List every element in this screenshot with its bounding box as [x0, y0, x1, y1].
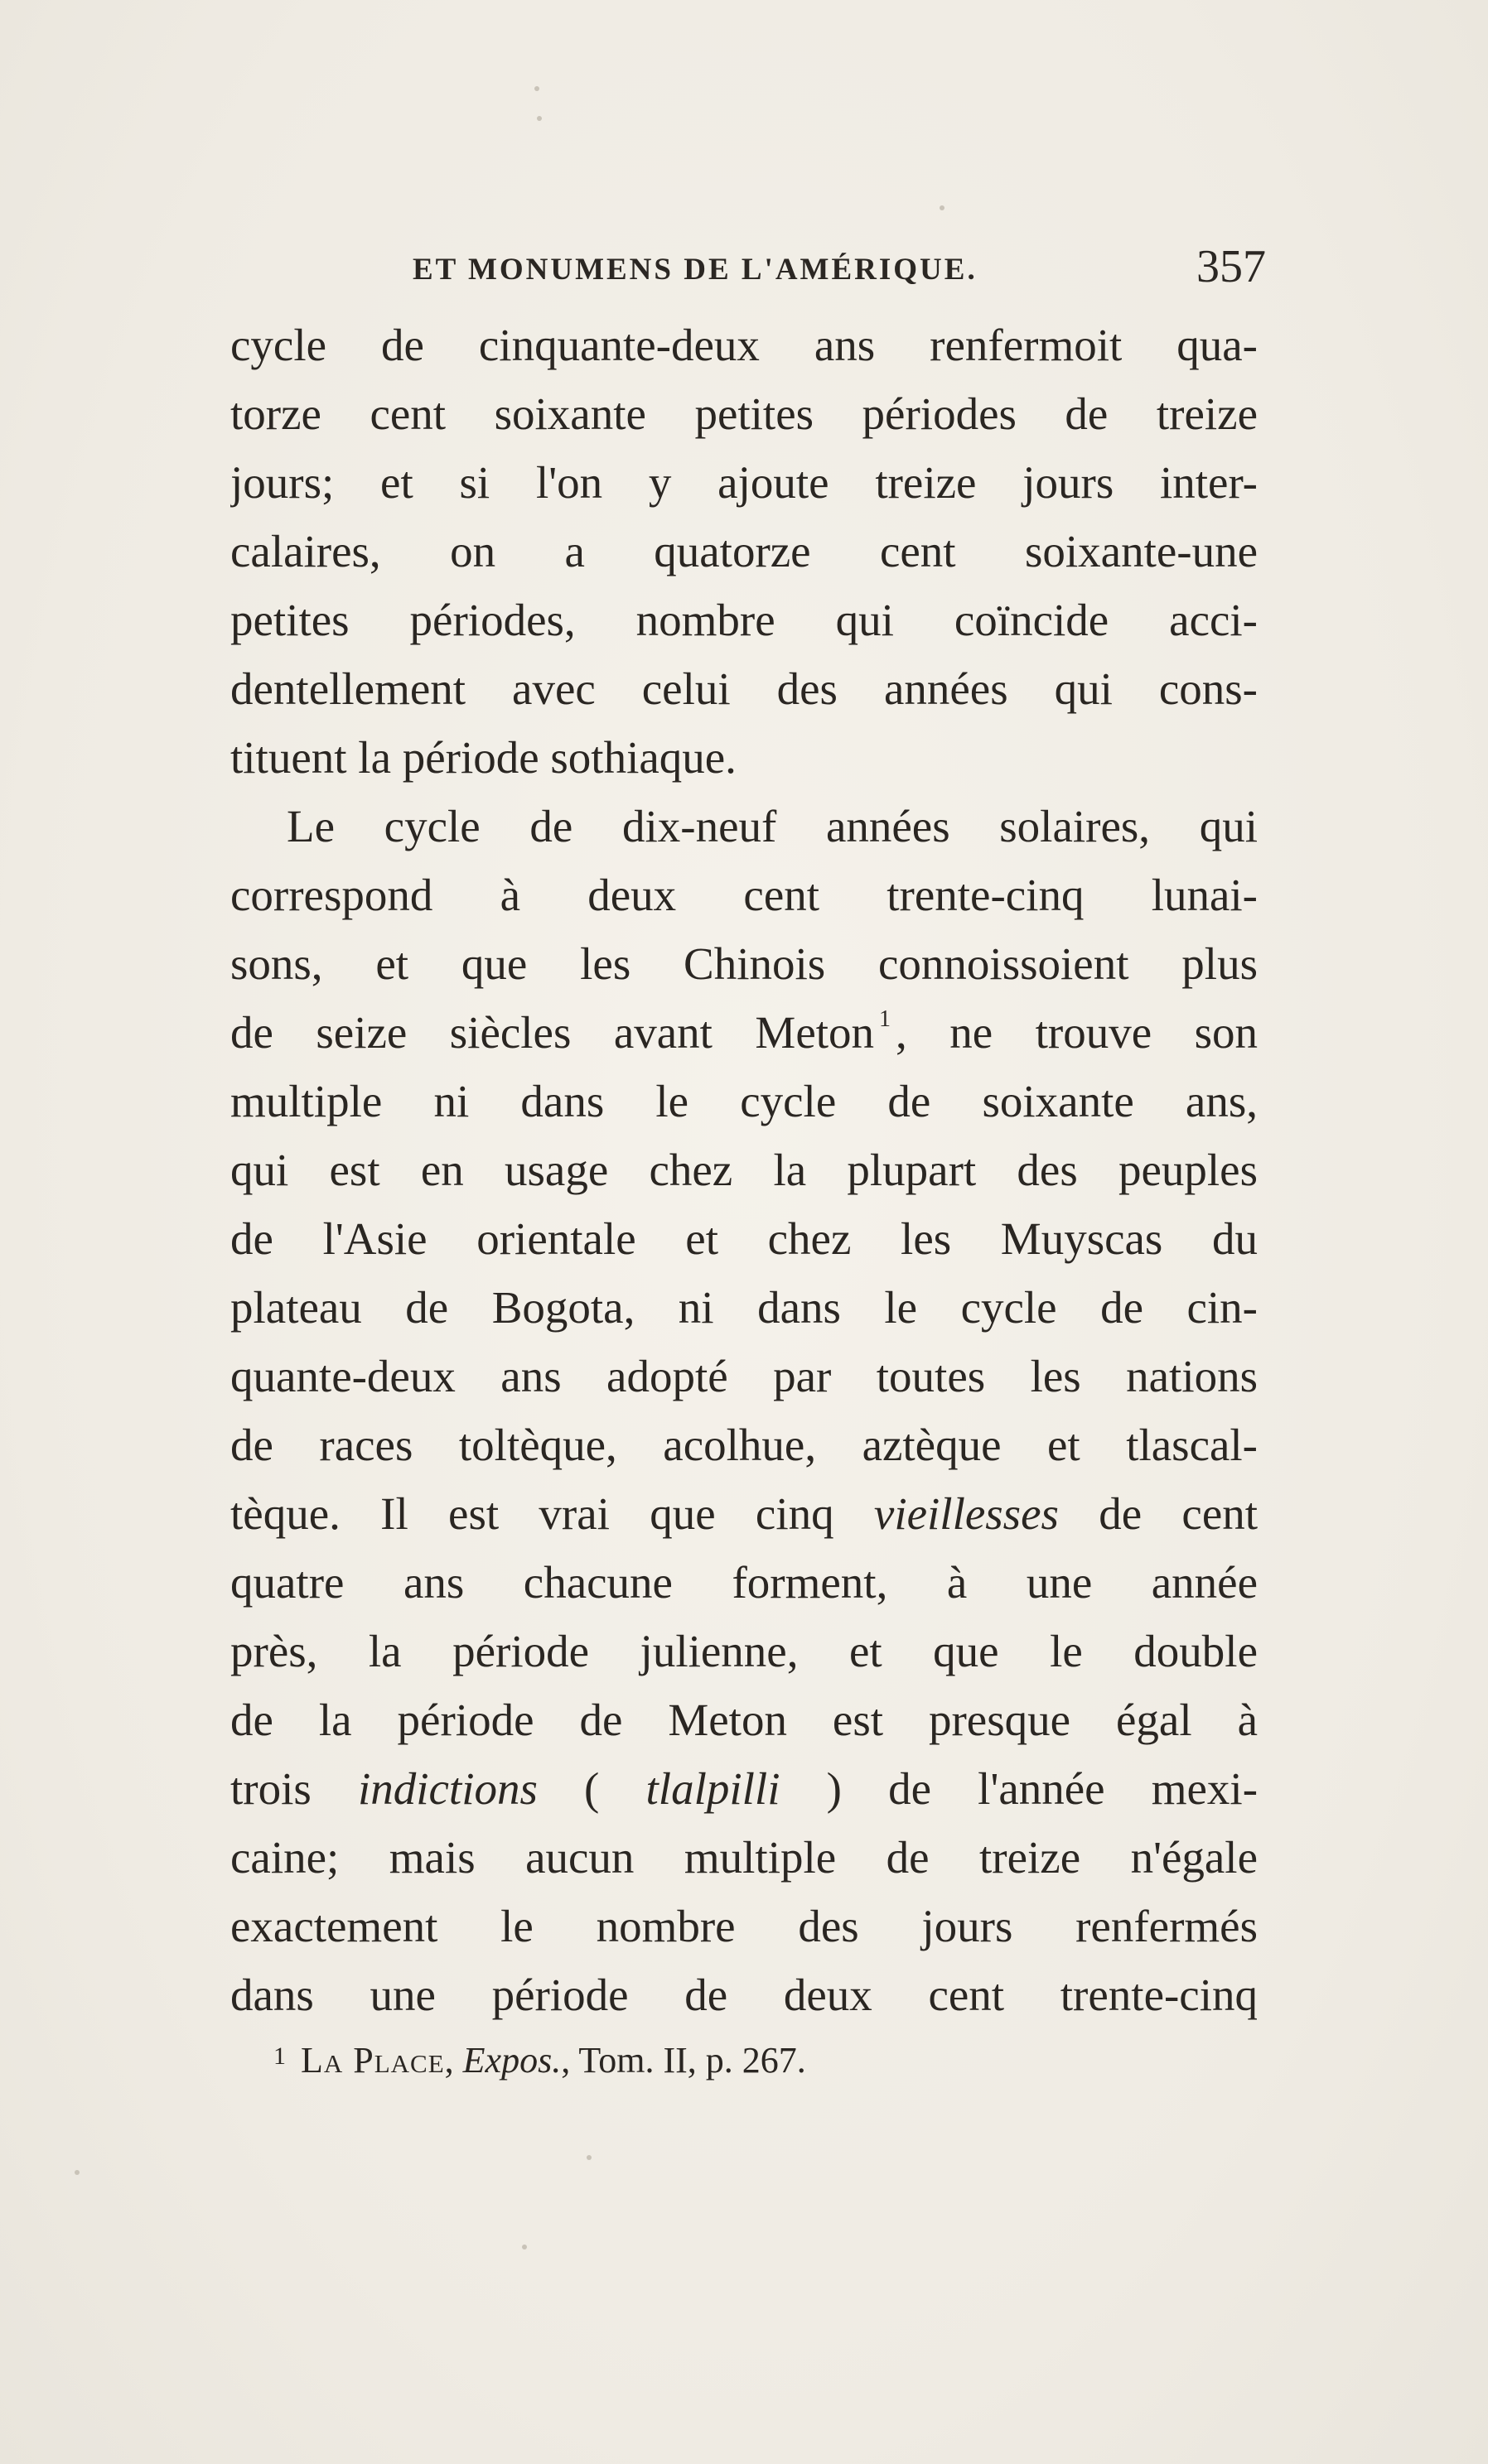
page-number: 357 [1196, 241, 1266, 292]
text-line [230, 1479, 1258, 1548]
text-line: dentellement avec celui des années qui cons- [230, 663, 1258, 714]
italic-term: indictions [357, 1763, 538, 1814]
text-line: jours; et si l'on y ajoute treize jours inter- [230, 457, 1258, 508]
text-line: quante-deux ans adopté par toutes les nations [230, 1351, 1258, 1401]
paper-speck [522, 2245, 527, 2249]
text-line: plateau de Bogota, ni dans le cycle de cin- [230, 1282, 1258, 1333]
text-line: de la période de Meton est presque égal à [230, 1695, 1258, 1745]
text-line: calaires, on a quatorze cent soixante-une [230, 526, 1258, 576]
text-line [230, 998, 1258, 1067]
italic-term: tlalpilli [645, 1763, 780, 1814]
text-fragment: tèque. Il est vrai que cinq [230, 1488, 834, 1539]
footnote [273, 2039, 806, 2081]
text-line: petites périodes, nombre qui coïncide acci- [230, 595, 1258, 645]
text-line: multiple ni dans le cycle de soixante ans, [230, 1076, 1258, 1126]
paper-speck [534, 86, 539, 91]
text-line: correspond à deux cent trente-cinq lunai- [230, 870, 1258, 920]
paper-speck [587, 2155, 592, 2160]
text-line: caine; mais aucun multiple de treize n'égale [230, 1832, 1258, 1883]
text-line: dans une période de deux cent trente-cinq [230, 1970, 1258, 2020]
body-text [230, 311, 1258, 2029]
text-line: sons, et que les Chinois connoissoient plus [230, 938, 1258, 989]
footnote-citation: , Tom. II, p. 267. [561, 2040, 806, 2081]
text-fragment: ) de l'année mexi- [826, 1763, 1258, 1814]
text-line: exactement le nombre des jours renfermés [230, 1901, 1258, 1951]
text-line: près, la période julienne, et que le double [230, 1626, 1258, 1676]
running-head [230, 240, 1266, 306]
paper-speck [940, 205, 944, 210]
text-line: qui est en usage chez la plupart des peuples [230, 1145, 1258, 1195]
text-fragment: , ne trouve son [896, 1007, 1258, 1058]
text-fragment: trois [230, 1763, 312, 1814]
running-title: ET MONUMENS DE L'AMÉRIQUE. [413, 253, 978, 287]
text-line: cycle de cinquante-deux ans renfermoit qua- [230, 320, 1258, 370]
text-line: de races toltèque, acolhue, aztèque et tlascal- [230, 1420, 1258, 1470]
text-fragment: de seize siècles avant Meton [230, 1007, 875, 1058]
text-line [230, 1754, 1258, 1823]
text-line: Le cycle de dix-neuf années solaires, qui [287, 801, 1258, 851]
footnote-reference[interactable]: 1 [879, 1006, 891, 1032]
text-line: de l'Asie orientale et chez les Muyscas du [230, 1213, 1258, 1264]
text-line: tituent la période sothiaque. [230, 732, 737, 783]
text-line: torze cent soixante petites périodes de treize [230, 388, 1258, 439]
footnote-work: Expos. [462, 2040, 562, 2081]
italic-term: vieillesses [873, 1488, 1059, 1539]
text-line: quatre ans chacune forment, à une année [230, 1557, 1258, 1608]
text-fragment: ( [584, 1763, 600, 1814]
footnote-separator: , [444, 2040, 454, 2081]
paper-speck [537, 116, 542, 121]
footnote-marker: 1 [273, 2042, 286, 2070]
footnote-author: La Place [301, 2040, 445, 2081]
text-fragment: de cent [1099, 1488, 1258, 1539]
paper-speck [75, 2170, 80, 2175]
